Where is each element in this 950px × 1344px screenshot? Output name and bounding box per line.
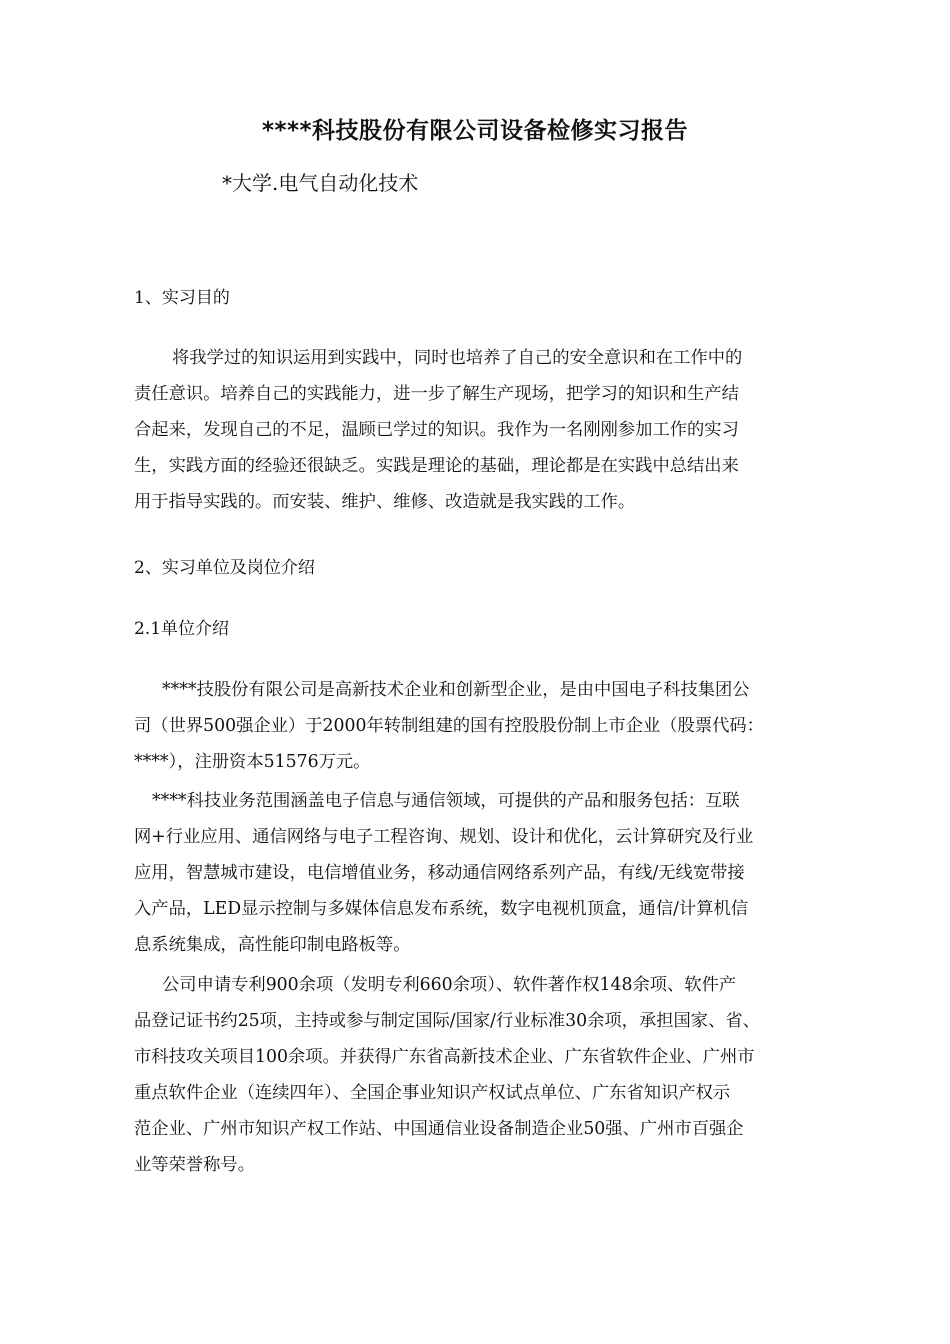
- paragraph-line: 将我学过的知识运用到实践中，同时也培养了自己的安全意识和在工作中的: [172, 348, 743, 368]
- paragraph-line: 范企业、广州市知识产权工作站、中国通信业设备制造企业50强、广州市百强企: [134, 1119, 744, 1139]
- paragraph-line: ****），注册资本51576万元。: [134, 752, 371, 772]
- paragraph-line: 责任意识。培养自己的实践能力，进一步了解生产现场，把学习的知识和生产结: [134, 384, 739, 404]
- unit-paragraph-1: [134, 672, 834, 780]
- sub-heading-unit-intro: 2.1单位介绍: [134, 619, 230, 639]
- paragraph-line: 合起来，发现自己的不足，温顾已学过的知识。我作为一名刚刚参加工作的实习: [134, 420, 739, 440]
- paragraph-line: ****科技业务范围涵盖电子信息与通信领域，可提供的产品和服务包括：互联: [152, 791, 740, 811]
- section-heading-unit: 2、实习单位及岗位介绍: [134, 558, 315, 578]
- unit-paragraph-2: [134, 783, 834, 963]
- paragraph-line: 业等荣誉称号。: [134, 1155, 255, 1175]
- paragraph-line: ****技股份有限公司是高新技术企业和创新型企业，是由中国电子科技集团公: [162, 680, 750, 700]
- paragraph-line: 入产品，LED显示控制与多媒体信息发布系统，数字电视机顶盒，通信/计算机信: [134, 899, 749, 919]
- paragraph-line: 应用，智慧城市建设，电信增值业务，移动通信网络系列产品，有线/无线宽带接: [134, 863, 745, 883]
- paragraph-line: 重点软件企业（连续四年）、全国企事业知识产权试点单位、广东省知识产权示: [134, 1083, 731, 1103]
- paragraph-line: 品登记证书约25项，主持或参与制定国际/国家/行业标准30余项，承担国家、省、: [134, 1011, 760, 1031]
- paragraph-line: 息系统集成，高性能印制电路板等。: [134, 935, 411, 955]
- purpose-paragraph: [134, 340, 834, 520]
- paragraph-line: 公司申请专利900余项（发明专利660余项）、软件著作权148余项、软件产: [162, 975, 737, 995]
- document-title: ****科技股份有限公司设备检修实习报告: [261, 118, 689, 144]
- document-subtitle: *大学.电气自动化技术: [222, 171, 419, 195]
- paragraph-line: 用于指导实践的。而安装、维护、维修、改造就是我实践的工作。: [134, 492, 636, 512]
- paragraph-line: 司（世界500强企业）于2000年转制组建的国有控股股份制上市企业（股票代码：: [134, 716, 764, 736]
- paragraph-line: 生，实践方面的经验还很缺乏。实践是理论的基础，理论都是在实践中总结出来: [134, 456, 739, 476]
- paragraph-line: 市科技攻关项目100余项。并获得广东省高新技术企业、广东省软件企业、广州市: [134, 1047, 755, 1067]
- section-heading-purpose: 1、实习目的: [134, 288, 230, 308]
- unit-paragraph-3: [134, 967, 834, 1183]
- paragraph-line: 网+行业应用、通信网络与电子工程咨询、规划、设计和优化，云计算研究及行业: [134, 827, 754, 847]
